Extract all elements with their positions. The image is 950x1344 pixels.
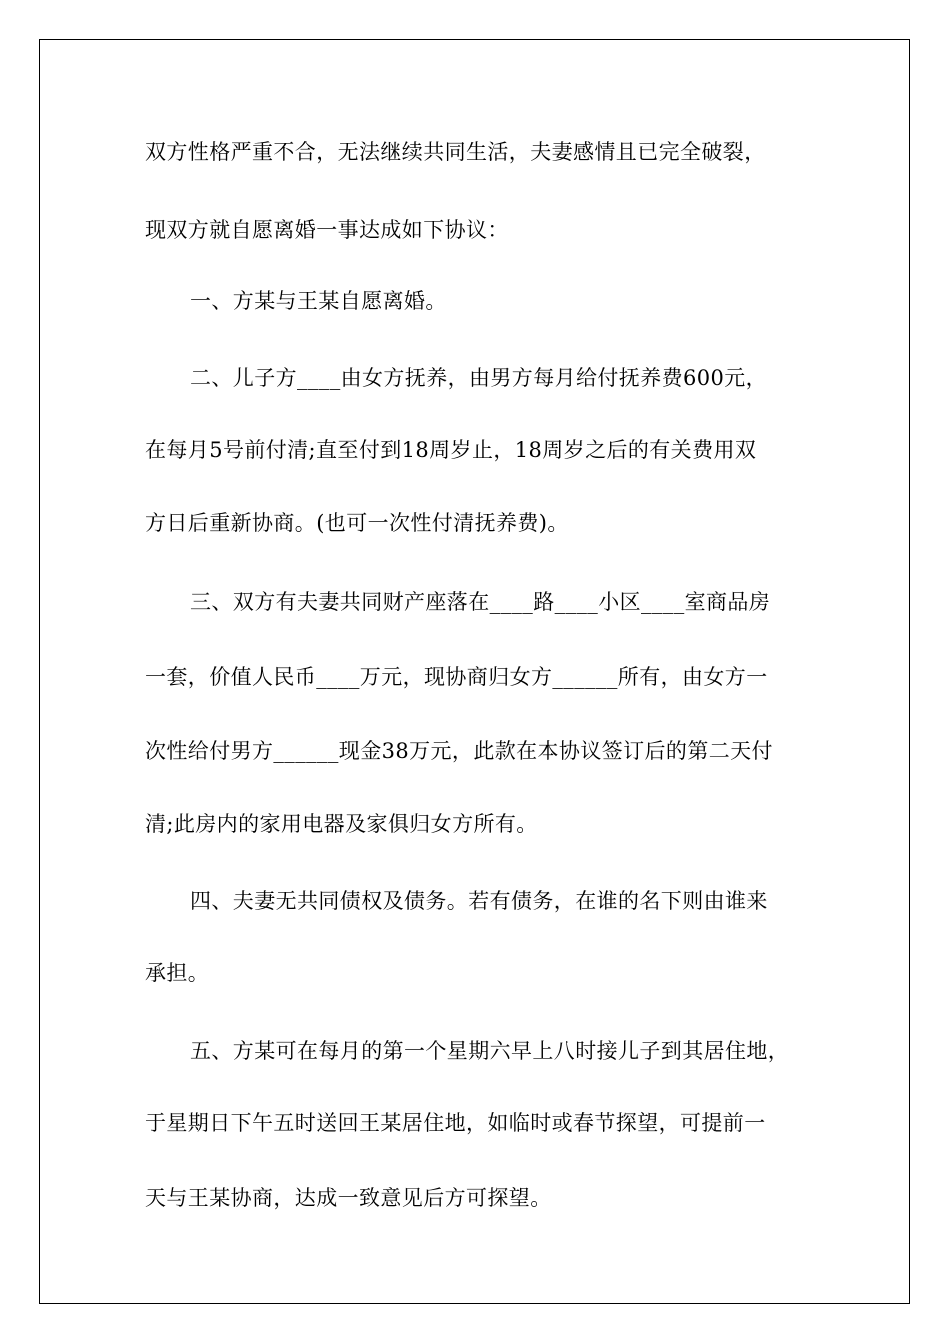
text-line-1: 双方性格严重不合，无法继续共同生活，夫妻感情且已完全破裂， [145, 140, 766, 164]
clause-5: 五、方某可在每月的第一个星期六早上八时接儿子到其居住地， [190, 1039, 790, 1063]
clause-1: 一、方某与王某自愿离婚。 [190, 289, 447, 313]
clause-3-cont-1: 一套，价值人民币____万元，现协商归女方______所有，由女方一 [145, 665, 768, 689]
clause-3: 三、双方有夫妻共同财产座落在____路____小区____室商品房 [190, 590, 771, 614]
clause-3-cont-3: 清;此房内的家用电器及家俱归女方所有。 [145, 812, 538, 836]
clause-3-cont-2: 次性给付男方______现金38万元，此款在本协议签订后的第二天付 [145, 739, 773, 763]
clause-4: 四、夫妻无共同债权及债务。若有债务，在谁的名下则由谁来 [190, 889, 768, 913]
text-line-2: 现双方就自愿离婚一事达成如下协议： [145, 218, 509, 242]
clause-5-cont-1: 于星期日下午五时送回王某居住地，如临时或春节探望，可提前一 [145, 1111, 766, 1135]
clause-2-cont-2: 方日后重新协商。(也可一次性付清抚养费)。 [145, 511, 569, 535]
clause-5-cont-2: 天与王某协商，达成一致意见后方可探望。 [145, 1186, 552, 1210]
clause-4-cont-1: 承担。 [145, 961, 210, 985]
clause-2-cont-1: 在每月5号前付清;直至付到18周岁止，18周岁之后的有关费用双 [145, 438, 757, 462]
clause-2: 二、儿子方____由女方抚养，由男方每月给付抚养费600元， [190, 366, 768, 390]
